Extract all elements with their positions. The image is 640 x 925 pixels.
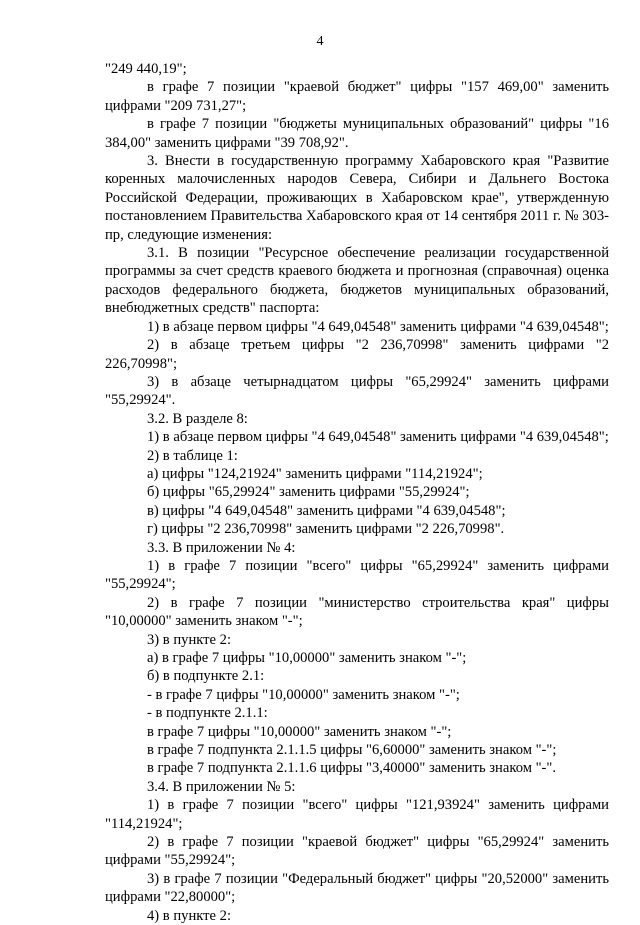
paragraph: 3.4. В приложении № 5:: [147, 778, 296, 795]
paragraph: в графе 7 позиции "краевой бюджет" цифры "157 469,00" заменить цифрами "209 731,27";: [105, 79, 609, 114]
paragraph: 1) в графе 7 позиции "всего" цифры "65,29924" заменить цифрами "55,29924";: [105, 557, 609, 593]
paragraph: а) цифры "124,21924" заменить цифрами "114,21924";: [147, 465, 483, 482]
paragraph: 4) в пункте 2:: [147, 907, 232, 924]
paragraph: в графе 7 цифры "10,00000" заменить знаком "-";: [147, 723, 452, 740]
paragraph: в) цифры "4 649,04548" заменить цифрами "4 639,04548";: [147, 502, 506, 519]
paragraph: 3.3. В приложении № 4:: [147, 539, 296, 556]
paragraph: 3) в пункте 2:: [147, 631, 232, 648]
paragraph: 1) в графе 7 позиции "всего" цифры "121,93924" заменить цифрами "114,21924";: [105, 797, 609, 832]
paragraph: "249 440,19";: [105, 61, 187, 77]
paragraph: в графе 7 подпункта 2.1.1.6 цифры "3,40000" заменить знаком "-".: [147, 760, 557, 777]
paragraph: - в подпункте 2.1.1:: [147, 705, 268, 722]
document-body: [105, 60, 609, 925]
paragraph: 1) в абзаце первом цифры "4 649,04548" заменить цифрами "4 639,04548";: [147, 429, 609, 446]
page-number: 4: [316, 34, 324, 49]
paragraph: 2) в графе 7 позиции "министерство строительства края" цифры "10,00000" заменить знаком "-";: [105, 594, 609, 630]
paragraph: 3) в графе 7 позиции "Федеральный бюджет" цифры "20,52000" заменить цифрами "22,80000";: [105, 870, 609, 906]
paragraph: 1) в абзаце первом цифры "4 649,04548" заменить цифрами "4 639,04548";: [147, 318, 609, 335]
paragraph: б) цифры "65,29924" заменить цифрами "55,29924";: [147, 484, 470, 501]
paragraph: 2) в абзаце третьем цифры "2 236,70998" заменить цифрами "2 226,70998";: [105, 337, 609, 372]
paragraph: б) в подпункте 2.1:: [147, 668, 265, 685]
paragraph: 3) в абзаце четырнадцатом цифры "65,29924" заменить цифрами "55,29924".: [105, 373, 609, 409]
paragraph: а) в графе 7 цифры "10,00000" заменить знаком "-";: [147, 650, 467, 666]
paragraph: 3.2. В разделе 8:: [147, 410, 248, 427]
paragraph: 3.1. В позиции "Ресурсное обеспечение реализации государственной программы за счет средств краевого бюджета и прогнозная (справочная) оценка расходов федерального бюджета, бюджетов муниципальных образований, внебюджетных средств" паспорта:: [105, 245, 609, 317]
paragraph: 2) в таблице 1:: [147, 447, 238, 464]
paragraph: 3. Внести в государственную программу Хабаровского края "Развитие коренных малочисленных народов Севера, Сибири и Дальнего Востока Российской Федерации, проживающих в Хабаровском крае", утвержденную постановлением Правительства Хабаровского края от 14 сентября 2011 г. № 303-пр, следующие изменения:: [105, 153, 609, 243]
paragraph: - в графе 7 цифры "10,00000" заменить знаком "-";: [147, 686, 460, 703]
paragraph: г) цифры "2 236,70998" заменить цифрами "2 226,70998".: [147, 521, 505, 538]
paragraph: 2) в графе 7 позиции "краевой бюджет" цифры "65,29924" заменить цифрами "55,29924";: [105, 834, 609, 869]
paragraph: в графе 7 подпункта 2.1.1.5 цифры "6,60000" заменить знаком "-";: [147, 742, 557, 759]
paragraph: в графе 7 позиции "бюджеты муниципальных образований" цифры "16 384,00" заменить цифрами "39 708,92".: [105, 116, 609, 151]
